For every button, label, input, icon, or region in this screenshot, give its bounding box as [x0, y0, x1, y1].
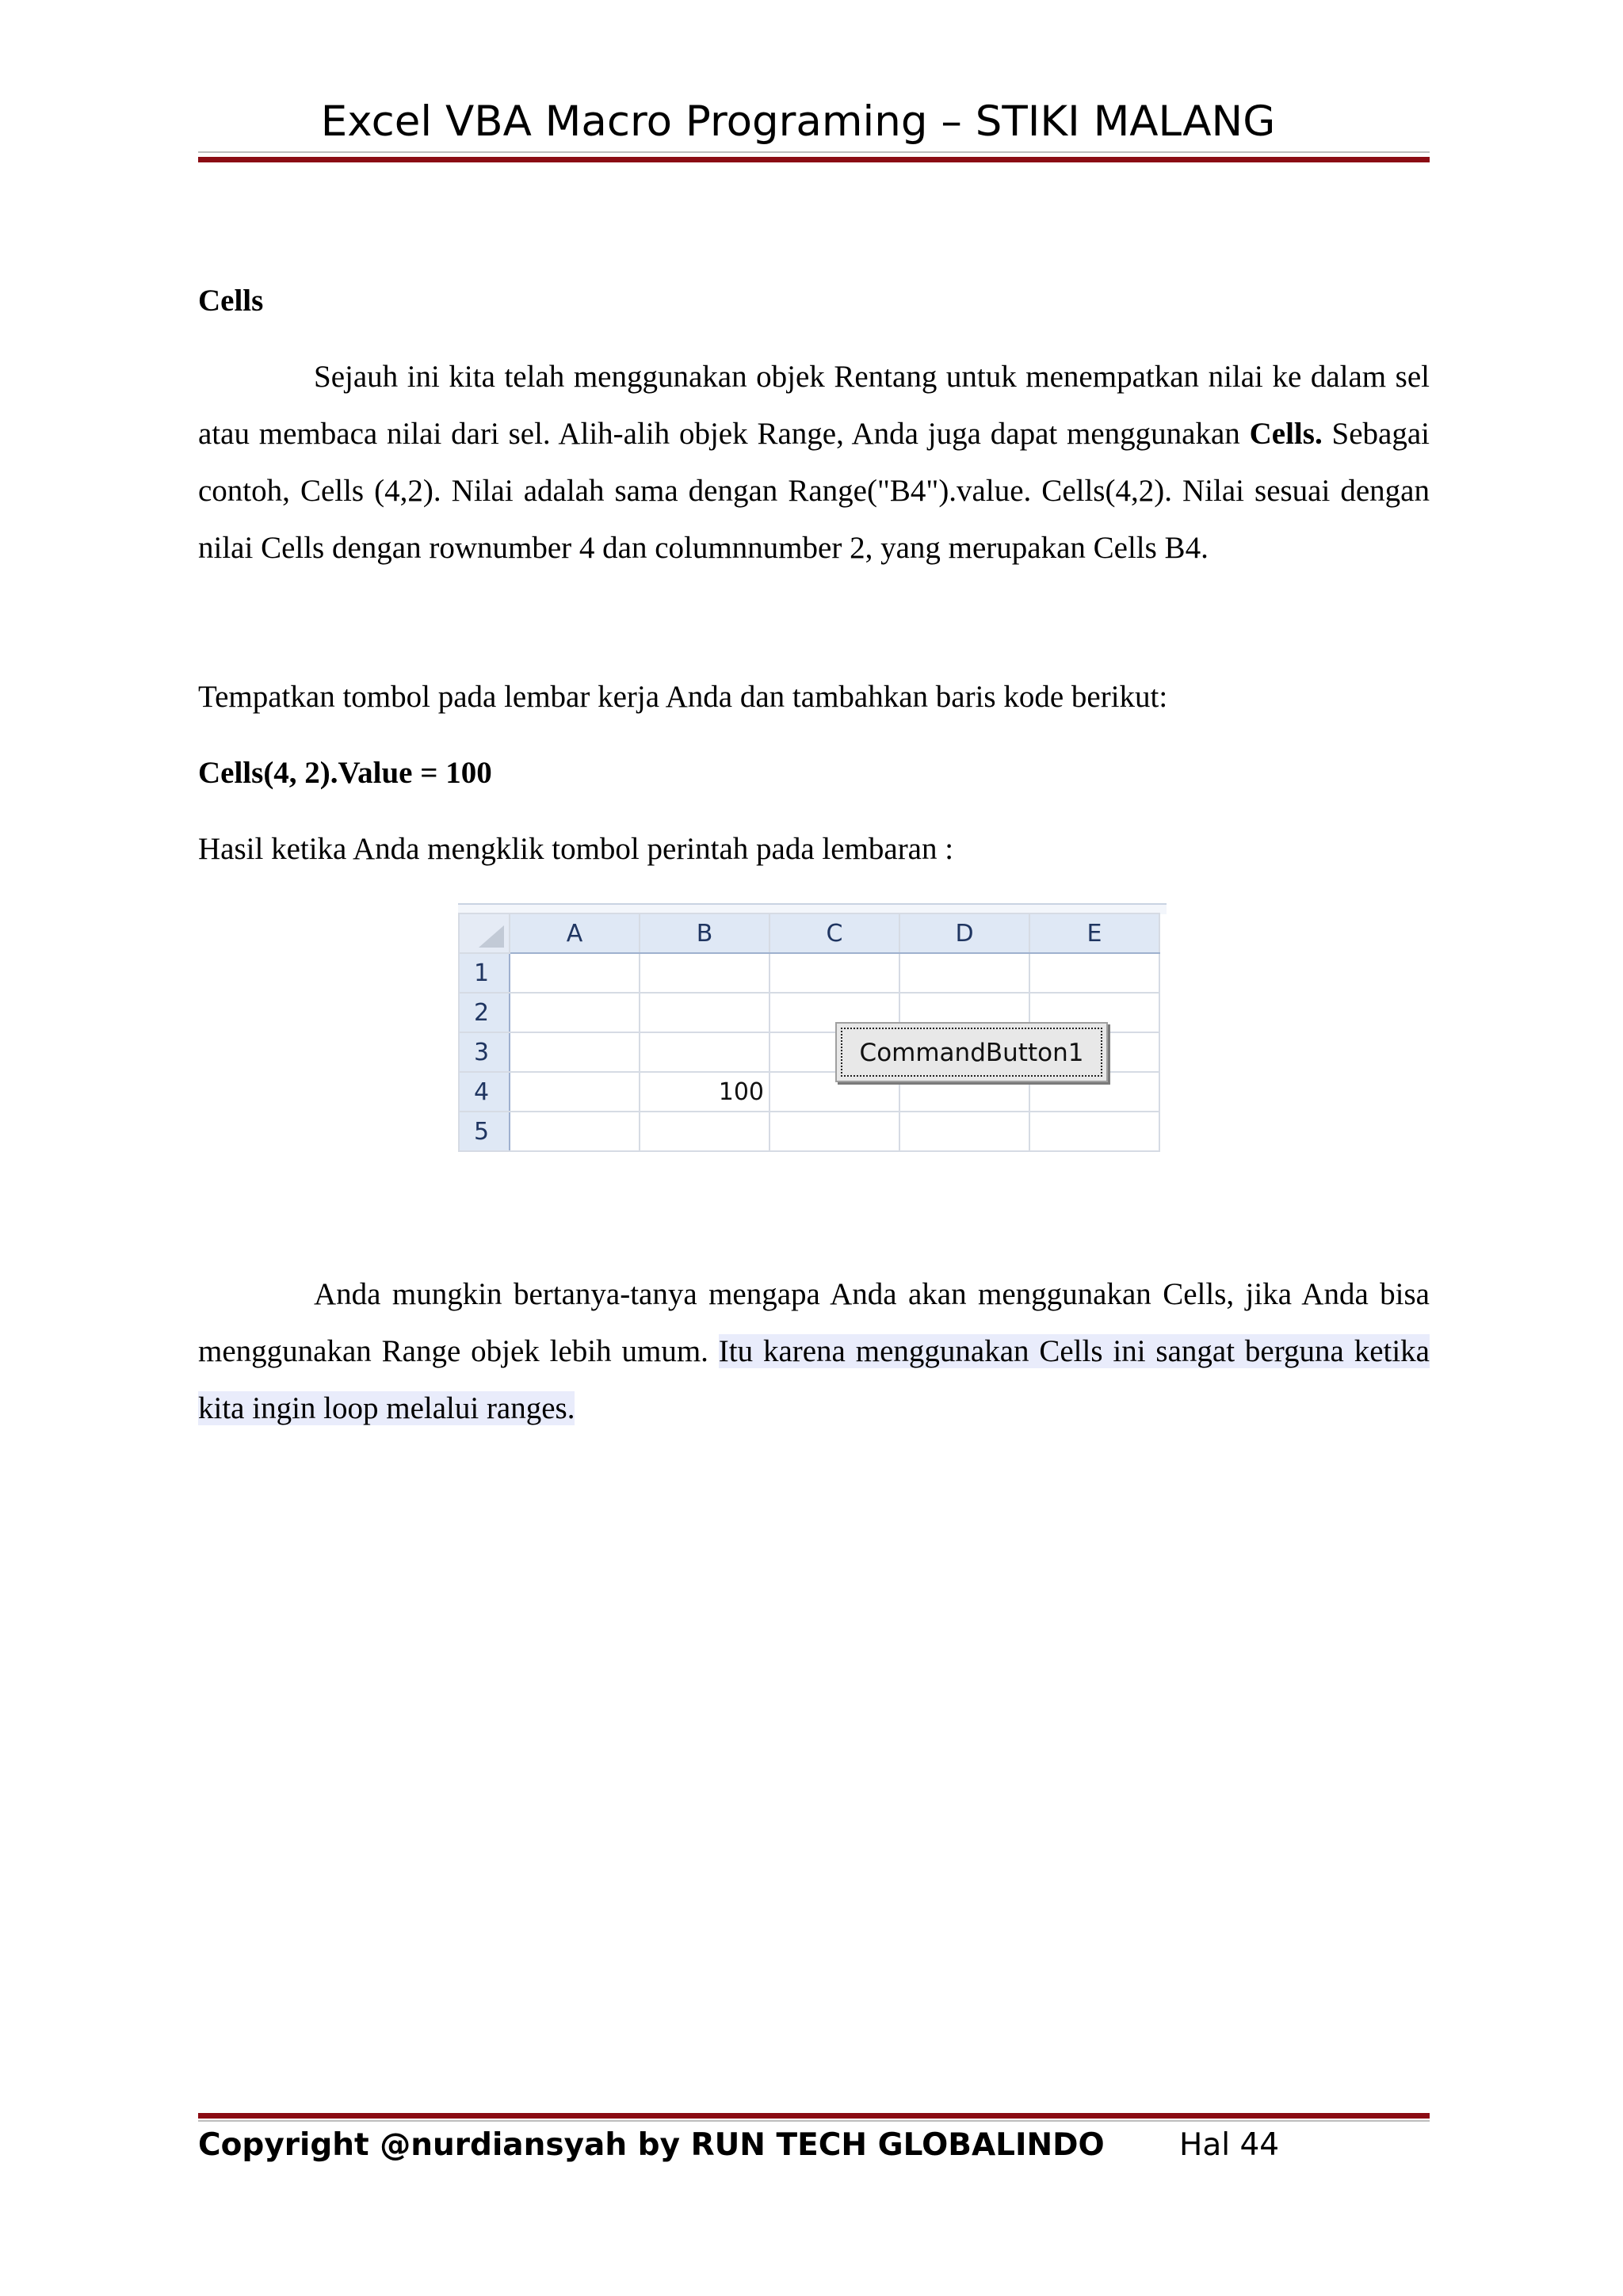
page-footer: [198, 2123, 1430, 2168]
cell-b4[interactable]: 100: [640, 1072, 769, 1112]
footer-copyright: Copyright @nurdiansyah by RUN TECH GLOBALINDO: [198, 2127, 1105, 2163]
highlighted-text: Itu karena menggunakan Cells ini sangat berguna ketika kita ingin loop melalui ranges.: [198, 1334, 1430, 1425]
row-header-1[interactable]: 1: [459, 953, 510, 993]
page-title: Excel VBA Macro Programing – STIKI MALANG: [320, 97, 1276, 146]
column-header-row: [459, 913, 1159, 953]
column-header-b[interactable]: B: [640, 913, 769, 953]
command-button-label: CommandButton1: [841, 1028, 1102, 1077]
column-header-c[interactable]: C: [769, 913, 899, 953]
page-header: [198, 93, 1430, 151]
paragraph-intro-text-2: Sebagai contoh, Cells (4,2). Nilai adalah sama dengan Range("B4").value. Cells(4,2). Nilai sesuai dengan nilai Cells dengan rownumber 4 dan columnnumber 2, yang merupakan Cells B4.: [198, 417, 1430, 565]
paragraph-instruction: Tempatkan tombol pada lembar kerja Anda dan tambahkan baris kode berikut:: [198, 680, 1168, 714]
column-header-d[interactable]: D: [899, 913, 1029, 953]
cell-c1[interactable]: [769, 953, 899, 993]
footer-rule-thin: [198, 2120, 1430, 2122]
cell-a3[interactable]: [510, 1032, 640, 1072]
sheet-row: [459, 953, 1159, 993]
footer-rule-thick: [198, 2113, 1430, 2119]
cell-d1[interactable]: [899, 953, 1029, 993]
cell-b3[interactable]: [640, 1032, 769, 1072]
column-header-a[interactable]: A: [510, 913, 640, 953]
header-rule-thick: [198, 157, 1430, 162]
page-number: Hal 44: [1179, 2127, 1280, 2163]
cell-d5[interactable]: [899, 1112, 1029, 1151]
cell-e5[interactable]: [1029, 1112, 1159, 1151]
sheet-row: [459, 1112, 1159, 1151]
spreadsheet-screenshot: [458, 903, 1167, 1161]
cell-a2[interactable]: [510, 993, 640, 1032]
row-header-2[interactable]: 2: [459, 993, 510, 1032]
column-header-e[interactable]: E: [1029, 913, 1159, 953]
paragraph-intro-text-1: Sejauh ini kita telah menggunakan objek Rentang untuk menempatkan nilai ke dalam sel atau membaca nilai dari sel. Alih-alih objek Range, Anda juga dapat menggunakan: [198, 360, 1430, 451]
paragraph-conclusion: [198, 1266, 1430, 1437]
select-all-corner[interactable]: [459, 913, 510, 953]
paragraph-intro: [198, 349, 1430, 577]
cell-a5[interactable]: [510, 1112, 640, 1151]
row-header-4[interactable]: 4: [459, 1072, 510, 1112]
cell-a1[interactable]: [510, 953, 640, 993]
cell-b5[interactable]: [640, 1112, 769, 1151]
cell-b2[interactable]: [640, 993, 769, 1032]
paragraph-conclusion-text: Anda mungkin bertanya-tanya mengapa Anda akan menggunakan Cells, jika Anda bisa menggunakan Range objek lebih umum.: [198, 1277, 1430, 1368]
section-heading: Cells: [198, 284, 264, 318]
row-header-3[interactable]: 3: [459, 1032, 510, 1072]
cell-b1[interactable]: [640, 953, 769, 993]
paragraph-intro-bold: Cells.: [1249, 417, 1323, 451]
row-header-5[interactable]: 5: [459, 1112, 510, 1151]
cell-c5[interactable]: [769, 1112, 899, 1151]
code-line: Cells(4, 2).Value = 100: [198, 756, 492, 790]
command-button[interactable]: [835, 1022, 1108, 1082]
cell-a4[interactable]: [510, 1072, 640, 1112]
cell-e1[interactable]: [1029, 953, 1159, 993]
paragraph-result: Hasil ketika Anda mengklik tombol perintah pada lembaran :: [198, 832, 954, 866]
header-rule-thin: [198, 151, 1430, 153]
